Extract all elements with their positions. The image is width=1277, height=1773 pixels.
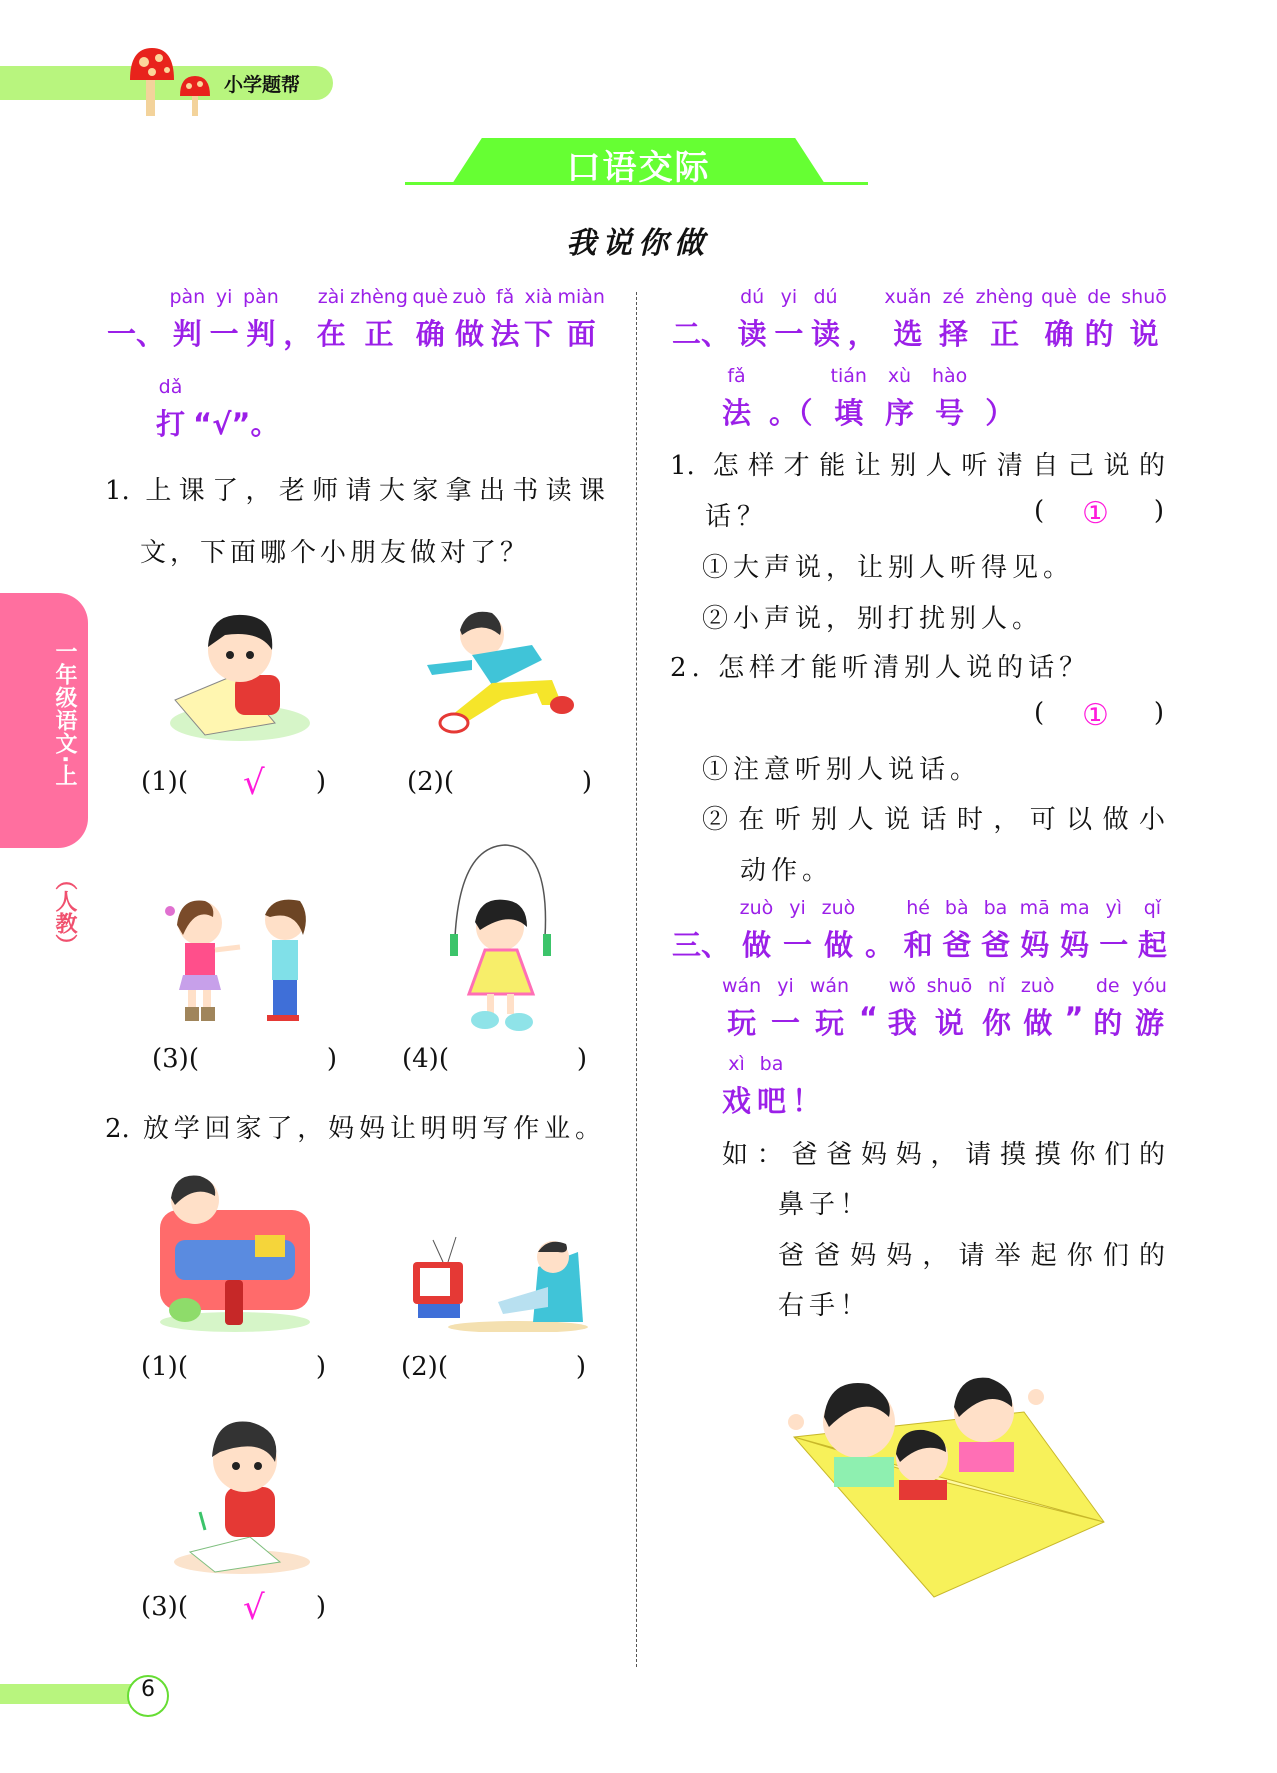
option-label: (1)( [141,1352,188,1382]
hanzi: 一 [1099,928,1129,962]
part2-heading-line-1 [672,286,1167,350]
heading-char [885,365,914,429]
heading-char [848,286,877,350]
pinyin: qǐ [1143,897,1162,919]
pinyin: hé [906,897,930,919]
paren-open: ( [1034,698,1045,728]
hanzi: 号 [935,396,965,430]
hanzi: 法 [722,396,752,430]
heading-char [738,286,767,350]
pinyin: tián [830,365,867,387]
heading-char [1121,286,1167,350]
option-label: (1)( [141,767,188,797]
hanzi: 打 [156,407,186,441]
heading-char [774,286,803,350]
hanzi: 一 [771,1006,801,1040]
pinyin: yi [780,286,798,308]
hanzi: 游 [1134,1006,1164,1040]
q2-option-3[interactable] [141,1588,326,1628]
hanzi: 玩 [814,1006,844,1040]
pinyin: fǎ [495,286,515,308]
q2-option-1[interactable] [141,1352,326,1382]
example-line-4: 右手！ [778,1291,872,1321]
pinyin: de [1095,975,1120,997]
hanzi: 面 [566,317,596,351]
hanzi: 做 [1023,1006,1053,1040]
pinyin: hào [931,365,968,387]
hanzi: ， [847,317,877,351]
hanzi: 起 [1137,928,1167,962]
pinyin: què [412,286,449,308]
heading-char [792,1053,821,1117]
hanzi: 。 [864,928,894,962]
option-close: ) [315,1592,326,1622]
hanzi: 吧 [757,1084,787,1118]
hanzi: 法 [490,317,520,351]
hanzi: ” [1064,1001,1084,1035]
section-title: 口语交际 [566,148,711,188]
hanzi: 的 [1084,317,1114,351]
option-label: (3)( [152,1044,199,1074]
p2-q1-answer-box[interactable] [1034,496,1164,531]
hanzi: 一 [209,317,239,351]
option-close: ) [315,767,326,797]
pinyin: dú [813,286,838,308]
heading-char [1099,897,1128,961]
example-line-2: 鼻子！ [778,1190,872,1220]
heading-char [1064,975,1083,1039]
paren-open: ( [1034,496,1045,526]
hanzi: 一、 [107,317,166,351]
grade-label: 一年级语文·上 [52,640,77,788]
heading-char [831,365,867,429]
pinyin: zhèng [975,286,1034,308]
pinyin: fǎ [727,365,746,387]
hanzi: 戏 [722,1084,752,1118]
pinyin: wǒ [888,975,916,997]
heading-char [453,286,487,350]
heading-char [932,365,967,429]
answer-check: √ [243,763,265,803]
hanzi: 择 [939,317,969,351]
heading-char [771,975,800,1039]
hanzi: ！ [792,1084,822,1118]
hanzi: 做 [741,928,771,962]
hanzi: 妈 [1020,928,1050,962]
pinyin: pàn [169,286,206,308]
brand-name: 小学题帮 [224,74,301,96]
boy-watching-tv-illustration [408,1232,588,1332]
heading-char [1041,286,1077,350]
hanzi: ， [283,317,313,351]
pinyin: yì [1105,897,1123,919]
pinyin: ba [983,897,1008,919]
hanzi: 的 [1093,1006,1123,1040]
heading-char [888,975,917,1039]
hanzi: 读 [737,317,767,351]
heading-char [811,286,840,350]
pinyin: xù [887,365,912,387]
pinyin: yi [777,975,794,997]
option-label: (2)( [401,1352,448,1382]
heading-char [1059,897,1089,961]
p2-q1-option-1: ①大声说，让别人听得见。 [702,553,1075,583]
heading-char [156,376,185,440]
hanzi: 爸 [980,928,1010,962]
heading-char [740,897,774,961]
pinyin: què [1041,286,1077,308]
heading-char [783,897,812,961]
heading-char [243,286,279,350]
hanzi: 爸 [942,928,972,962]
heading-char [524,286,553,350]
hanzi: 一 [782,928,812,962]
q1-option-2[interactable] [407,767,592,797]
hanzi: 玩 [727,1006,757,1040]
pinyin: yi [789,897,806,919]
question-1-line-1: 1. 上课了，老师请大家拿出书读课 [105,476,605,506]
pinyin: ba [759,1053,784,1075]
pinyin: mā [1019,897,1050,919]
boy-running-illustration [422,605,592,745]
pinyin: ma [1059,897,1090,919]
hanzi: 做 [823,928,853,962]
hanzi: “√”。 [193,407,280,441]
heading-char [210,286,239,350]
option-close: ) [326,1044,337,1074]
q2-option-2[interactable] [401,1352,586,1382]
pinyin: xià [524,286,553,308]
boy-on-sofa-illustration [155,1170,315,1335]
p2-q2-option-2: ②在听别人说话时，可以做小 [702,805,1165,835]
heading-char [1132,975,1167,1039]
hanzi: 说 [934,1006,964,1040]
p2-q2-option-1: ①注意听别人说话。 [702,755,982,785]
option-close: ) [315,1352,326,1382]
heading-char [1093,975,1122,1039]
hanzi: ） [985,396,1015,430]
p2-q2-answer-box[interactable] [1034,698,1164,733]
heading-char [769,365,813,429]
pinyin: zài [317,286,345,308]
pinyin: shuō [926,975,973,997]
family-on-paper-plane-illustration [774,1362,1114,1602]
hanzi: 做 [454,317,484,351]
pinyin: zuò [739,897,774,919]
hanzi: 下 [524,317,554,351]
heading-char [865,897,894,961]
paren-close: ) [1153,698,1164,728]
heading-char [757,1053,786,1117]
hanzi: 判 [172,317,202,351]
heading-char [107,286,165,350]
example-line-3: 爸爸妈妈，请举起你们的 [778,1241,1165,1271]
heading-char [884,286,931,350]
pinyin: de [1087,286,1111,308]
girl-jumping-rope-illustration [435,842,575,1032]
children-talking-illustration [155,895,325,1025]
hanzi: 判 [246,317,276,351]
p2-question-2: 2. 怎样才能听清别人说的话？ [670,653,1091,683]
heading-char [557,286,604,350]
pinyin: zhèng [350,286,408,308]
hanzi: 确 [1044,317,1074,351]
pinyin: dǎ [158,376,183,398]
column-divider [636,292,637,1667]
answer-value: ① [1082,698,1109,733]
pinyin: wán [722,975,762,997]
hanzi: 选 [893,317,923,351]
heading-char [976,286,1034,350]
heading-char [985,365,1014,429]
heading-char [722,975,761,1039]
heading-char [859,975,878,1039]
heading-char [350,286,408,350]
hanzi: 二、 [672,317,731,351]
hanzi: 妈 [1060,928,1090,962]
option-close: ) [581,767,592,797]
pinyin: dú [740,286,765,308]
example-line-1: 如：爸爸妈妈，请摸摸你们的 [722,1140,1165,1170]
option-close: ) [576,1044,587,1074]
heading-char [672,897,730,961]
hanzi: 在 [316,317,346,351]
heading-char [491,286,520,350]
p2-question-1-line-2: 话？ [705,502,770,532]
heading-char [169,286,205,350]
pinyin: zuò [821,897,856,919]
hanzi: 读 [811,317,841,351]
p2-q2-option-2-cont: 动作。 [740,856,834,886]
heading-char [317,286,346,350]
heading-char [822,897,856,961]
hanzi: 我 [887,1006,917,1040]
pinyin: wán [809,975,850,997]
pinyin: zé [942,286,965,308]
boy-reading-illustration [165,605,315,745]
heading-char [904,897,933,961]
heading-char [927,975,973,1039]
part3-heading-line-1 [672,897,1167,961]
p2-question-1-line-1: 1. 怎样才能让别人听清自己说的 [670,451,1165,481]
heading-char [982,975,1011,1039]
option-label: (2)( [407,767,454,797]
heading-char [939,286,968,350]
q1-option-1[interactable] [141,763,326,803]
part3-heading-line-2 [722,975,1167,1039]
hanzi: 一 [774,317,804,351]
heading-char [810,975,849,1039]
hanzi: 确 [415,317,445,351]
paren-close: ) [1153,496,1164,526]
option-label: (3)( [141,1592,188,1622]
part1-heading-line-1 [107,286,605,350]
heading-char [283,286,312,350]
option-label: (4)( [402,1044,449,1074]
hanzi: 填 [834,396,864,430]
heading-char [1021,975,1055,1039]
pinyin: xì [728,1053,745,1075]
q1-option-4[interactable] [402,1044,587,1074]
footer-bar [0,1684,135,1704]
option-close: ) [575,1352,586,1382]
heading-char [722,365,751,429]
hanzi: 和 [903,928,933,962]
heading-char [193,376,279,440]
pinyin: xuǎn [884,286,932,308]
hanzi: 正 [364,317,394,351]
heading-char [412,286,448,350]
pinyin: shuō [1121,286,1167,308]
page-number: 6 [127,1675,169,1717]
pinyin: yi [215,286,233,308]
heading-char [981,897,1010,961]
edition-label: （人教） [52,868,77,956]
heading-char [722,1053,751,1117]
hanzi: 你 [982,1006,1012,1040]
pinyin: zuò [452,286,487,308]
pinyin: zuò [1020,975,1055,997]
mushroom-logo-icon [128,46,220,118]
answer-check: √ [243,1588,265,1628]
heading-char [942,897,971,961]
hanzi: 。（ [769,396,813,430]
answer-value: ① [1082,496,1109,531]
heading-char [1020,897,1050,961]
pinyin: bà [944,897,969,919]
pinyin: yóu [1132,975,1167,997]
heading-char [1138,897,1167,961]
heading-char [1085,286,1114,350]
question-1-line-2: 文，下面哪个小朋友做对了？ [140,538,531,568]
part2-heading-line-2 [722,365,1014,429]
hanzi: 序 [884,396,914,430]
p2-q1-option-2: ②小声说，别打扰别人。 [702,604,1044,634]
hanzi: “ [858,1001,878,1035]
boy-writing-illustration [170,1412,315,1577]
question-2-text: 2. 放学回家了，妈妈让明明写作业。 [105,1114,601,1144]
hanzi: 正 [990,317,1020,351]
part1-heading-line-2 [156,376,279,440]
hanzi: 说 [1129,317,1159,351]
pinyin: pàn [243,286,279,308]
pinyin: nǐ [987,975,1006,997]
pinyin: miàn [557,286,605,308]
q1-option-3[interactable] [152,1044,337,1074]
hanzi: 三、 [672,928,731,962]
part3-heading-line-3 [722,1053,821,1117]
lesson-title: 我说你做 [566,226,710,261]
heading-char [672,286,730,350]
